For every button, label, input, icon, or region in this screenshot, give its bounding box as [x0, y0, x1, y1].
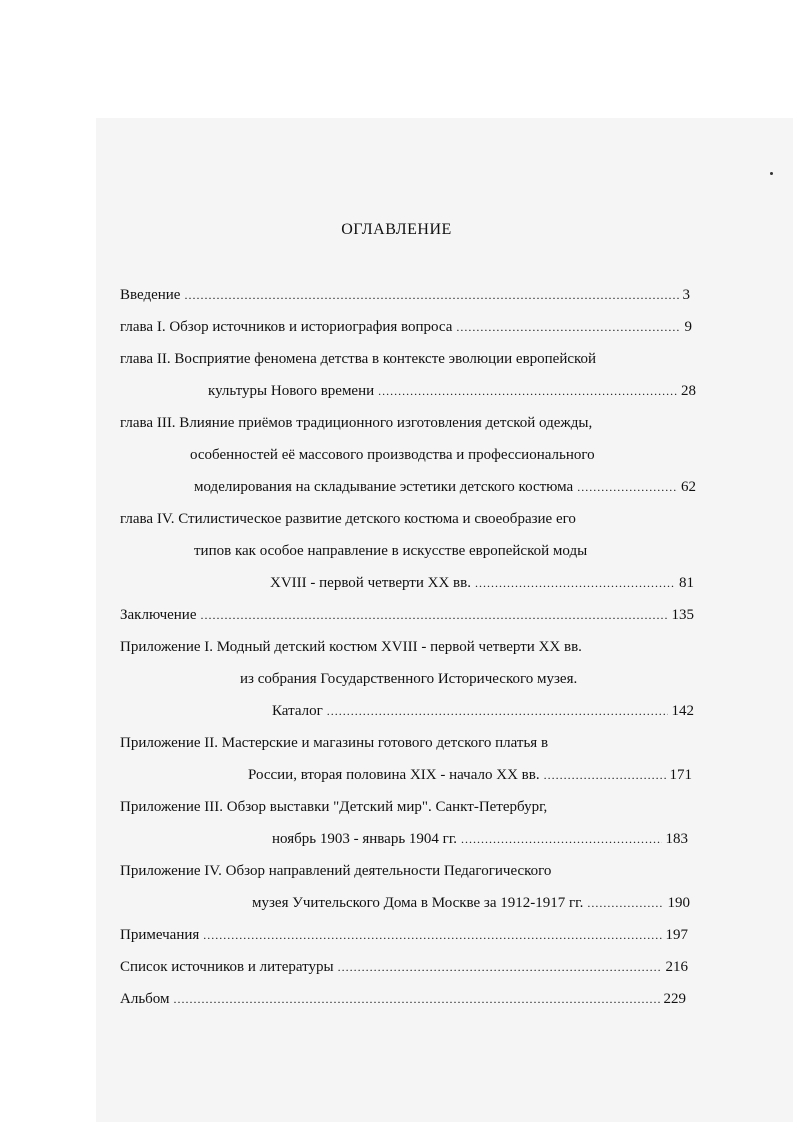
- leader-dots: [338, 961, 662, 973]
- toc-entry-label: России, вторая половина XIX - начало XX вв.: [248, 767, 540, 783]
- toc-entry-label: Заключение: [120, 607, 197, 623]
- toc-page-number: 28: [681, 383, 696, 399]
- leader-dots: [174, 993, 660, 1005]
- toc-entry-label: глава I. Обзор источников и историография вопроса: [120, 319, 453, 335]
- toc-page-number: 3: [682, 287, 690, 303]
- toc-page-number: 216: [665, 959, 688, 975]
- leader-dots: [203, 929, 661, 941]
- toc-entry-chapter-3: [194, 480, 696, 495]
- toc-entry-chapter-2-line-1: глава II. Восприятие феномена детства в контексте эволюции европейской: [120, 351, 597, 367]
- leader-dots: [201, 609, 668, 621]
- toc-entry-introduction: [120, 288, 690, 303]
- leader-dots: [587, 897, 663, 909]
- leader-dots: [475, 577, 675, 589]
- toc-entry-label: XVIII - первой четверти XX вв.: [270, 575, 471, 591]
- toc-entry-appendix-1: [272, 704, 694, 719]
- toc-page-number: 81: [679, 575, 694, 591]
- leader-dots: [456, 321, 680, 333]
- leader-dots: [184, 289, 678, 301]
- leader-dots: [577, 481, 677, 493]
- leader-dots: [378, 385, 677, 397]
- toc-entry-chapter-4-line-2: типов как особое направление в искусстве европейской моды: [194, 543, 588, 559]
- toc-entry-label: музея Учительского Дома в Москве за 1912-1917 гг.: [252, 895, 584, 911]
- toc-entry-label: Список источников и литературы: [120, 959, 334, 975]
- toc-entry-label: моделирования на складывание эстетики детского костюма: [194, 479, 574, 495]
- toc-entry-appendix-4-line-1: Приложение IV. Обзор направлений деятельности Педагогического: [120, 863, 552, 879]
- toc-entry-appendix-1-line-1: Приложение I. Модный детский костюм XVIII - первой четверти XX вв.: [120, 639, 582, 655]
- toc-entry-chapter-4-line-1: глава IV. Стилистическое развитие детского костюма и своеобразие его: [120, 511, 576, 527]
- toc-entry-album: [120, 992, 686, 1007]
- toc-page-number: 171: [669, 767, 692, 783]
- scan-speck: [770, 172, 773, 175]
- toc-page-number: 9: [684, 319, 692, 335]
- toc-title: ОГЛАВЛЕНИЕ: [341, 221, 452, 238]
- toc-entry-notes: [120, 928, 688, 943]
- toc-entry-label: Альбом: [120, 991, 170, 1007]
- leader-dots: [544, 769, 666, 781]
- toc-entry-chapter-2: [208, 384, 696, 399]
- toc-entry-chapter-1: [120, 320, 692, 335]
- toc-entry-appendix-2: [248, 768, 692, 783]
- toc-page-number: 190: [667, 895, 690, 911]
- toc-page-number: 62: [681, 479, 696, 495]
- leader-dots: [461, 833, 661, 845]
- toc-page-number: 197: [665, 927, 688, 943]
- toc-entry-chapter-4: [270, 576, 694, 591]
- toc-entry-label: Каталог: [272, 703, 323, 719]
- toc-page-number: 229: [663, 991, 686, 1007]
- leader-dots: [327, 705, 668, 717]
- toc-entry-sources: [120, 960, 688, 975]
- toc-page-number: 135: [671, 607, 694, 623]
- toc-entry-appendix-3-line-1: Приложение III. Обзор выставки "Детский мир". Санкт-Петербург,: [120, 799, 548, 815]
- toc-entry-label: культуры Нового времени: [208, 383, 375, 399]
- toc-entry-chapter-3-line-1: глава III. Влияние приёмов традиционного изготовления детской одежды,: [120, 415, 593, 431]
- toc-entry-conclusion: [120, 608, 694, 623]
- toc-entry-appendix-4: [252, 896, 690, 911]
- toc-page-number: 183: [665, 831, 688, 847]
- toc-entry-label: Примечания: [120, 927, 200, 943]
- toc-entry-appendix-3: [272, 832, 688, 847]
- toc-entry-appendix-2-line-1: Приложение II. Мастерские и магазины готового детского платья в: [120, 735, 549, 751]
- toc-entry-appendix-1-line-2: из собрания Государственного Исторического музея.: [240, 671, 578, 687]
- toc-entry-label: Введение: [120, 287, 181, 303]
- toc-entry-chapter-3-line-2: особенностей её массового производства и профессионального: [190, 447, 595, 463]
- toc-entry-label: ноябрь 1903 - январь 1904 гг.: [272, 831, 458, 847]
- toc-page-number: 142: [671, 703, 694, 719]
